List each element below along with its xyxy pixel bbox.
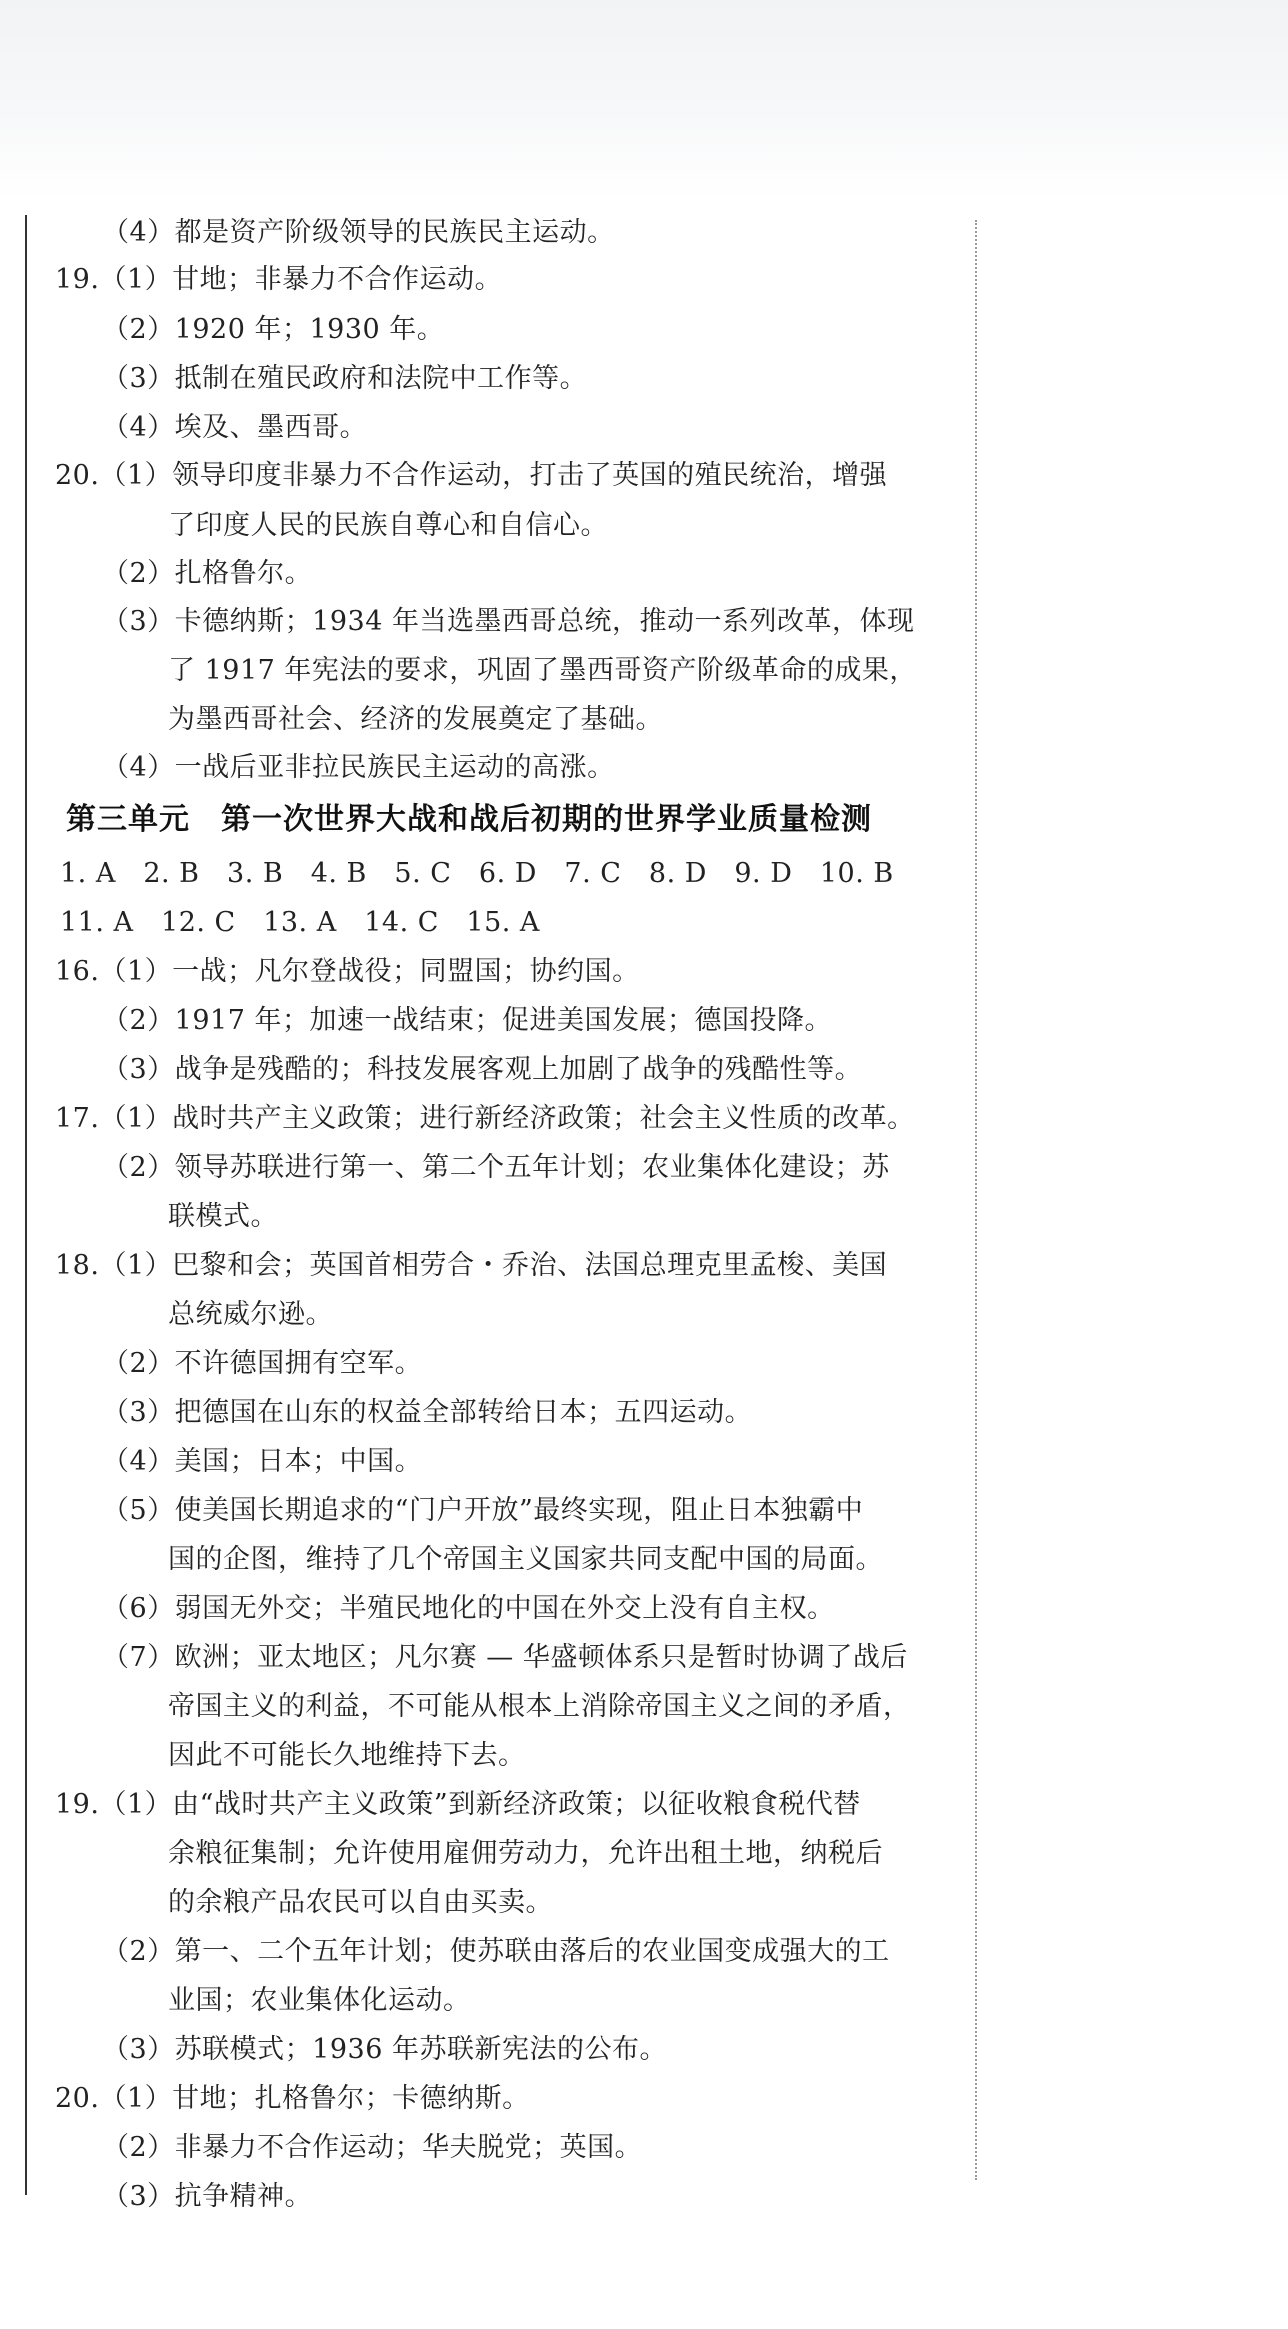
answer-line: （2）不许德国拥有空军。 [102,1348,423,1379]
answer-line: （5）使美国长期追求的“门户开放”最终实现，阻止日本独霸中 [102,1495,864,1526]
answer-line: 16.（1）一战；凡尔登战役；同盟国；协约国。 [55,956,640,987]
answer-line: 17.（1）战时共产主义政策；进行新经济政策；社会主义性质的改革。 [55,1103,915,1134]
answer-line: （4）美国；日本；中国。 [102,1446,423,1477]
answer-line: （4）埃及、墨西哥。 [102,412,368,443]
answer-line: 为墨西哥社会、经济的发展奠定了基础。 [168,704,663,735]
answer-line: 20.（1）甘地；扎格鲁尔；卡德纳斯。 [55,2083,530,2114]
answer-line: 余粮征集制；允许使用雇佣劳动力，允许出租土地，纳税后 [168,1838,883,1869]
answer-line: 业国；农业集体化运动。 [168,1985,471,2016]
answer-line: 国的企图，维持了几个帝国主义国家共同支配中国的局面。 [168,1544,883,1575]
answer-line: 11. A 12. C 13. A 14. C 15. A [60,907,540,938]
answer-line: （6）弱国无外交；半殖民地化的中国在外交上没有自主权。 [102,1593,835,1624]
answer-line: 了 1917 年宪法的要求，巩固了墨西哥资产阶级革命的成果， [168,655,917,686]
answer-line: 20.（1）领导印度非暴力不合作运动，打击了英国的殖民统治，增强 [55,460,888,491]
answer-line: 19.（1）由“战时共产主义政策”到新经济政策；以征收粮食税代替 [55,1789,861,1820]
answer-line: （2）1917 年；加速一战结束；促进美国发展；德国投降。 [102,1005,832,1036]
answer-line: 总统威尔逊。 [168,1299,333,1330]
answer-line: 的余粮产品农民可以自由买卖。 [168,1887,553,1918]
answer-line: 因此不可能长久地维持下去。 [168,1740,526,1771]
answer-line: （2）第一、二个五年计划；使苏联由落后的农业国变成强大的工 [102,1936,890,1967]
answer-line: （3）抗争精神。 [102,2181,313,2212]
answer-line: （4）都是资产阶级领导的民族民主运动。 [102,217,615,248]
answer-line: （3）战争是残酷的；科技发展客观上加剧了战争的残酷性等。 [102,1054,863,1085]
section-title: 第三单元 第一次世界大战和战后初期的世界学业质量检测 [66,802,872,837]
answer-line: （2）扎格鲁尔。 [102,558,313,589]
answer-line: （3）把德国在山东的权益全部转给日本；五四运动。 [102,1397,753,1428]
answer-line: （3）卡德纳斯；1934 年当选墨西哥总统，推动一系列改革，体现 [102,606,915,637]
answer-line: 18.（1）巴黎和会；英国首相劳合・乔治、法国总理克里孟梭、美国 [55,1250,888,1281]
answer-line: （4）一战后亚非拉民族民主运动的高涨。 [102,752,615,783]
answer-line: 了印度人民的民族自尊心和自信心。 [168,510,608,541]
answer-line: （2）非暴力不合作运动；华夫脱党；英国。 [102,2132,643,2163]
answer-line: （7）欧洲；亚太地区；凡尔赛 — 华盛顿体系只是暂时协调了战后 [102,1642,908,1673]
answer-line: （2）1920 年；1930 年。 [102,314,445,345]
answer-line: （2）领导苏联进行第一、第二个五年计划；农业集体化建设；苏 [102,1152,890,1183]
answer-line: （3）抵制在殖民政府和法院中工作等。 [102,363,588,394]
answer-line: 帝国主义的利益，不可能从根本上消除帝国主义之间的矛盾， [168,1691,911,1722]
answer-line: 1. A 2. B 3. B 4. B 5. C 6. D 7. C 8. D 9. D 10. B [60,858,894,889]
answer-line: 19.（1）甘地；非暴力不合作运动。 [55,264,503,295]
answer-line: （3）苏联模式；1936 年苏联新宪法的公布。 [102,2034,667,2065]
answer-line: 联模式。 [168,1201,278,1232]
